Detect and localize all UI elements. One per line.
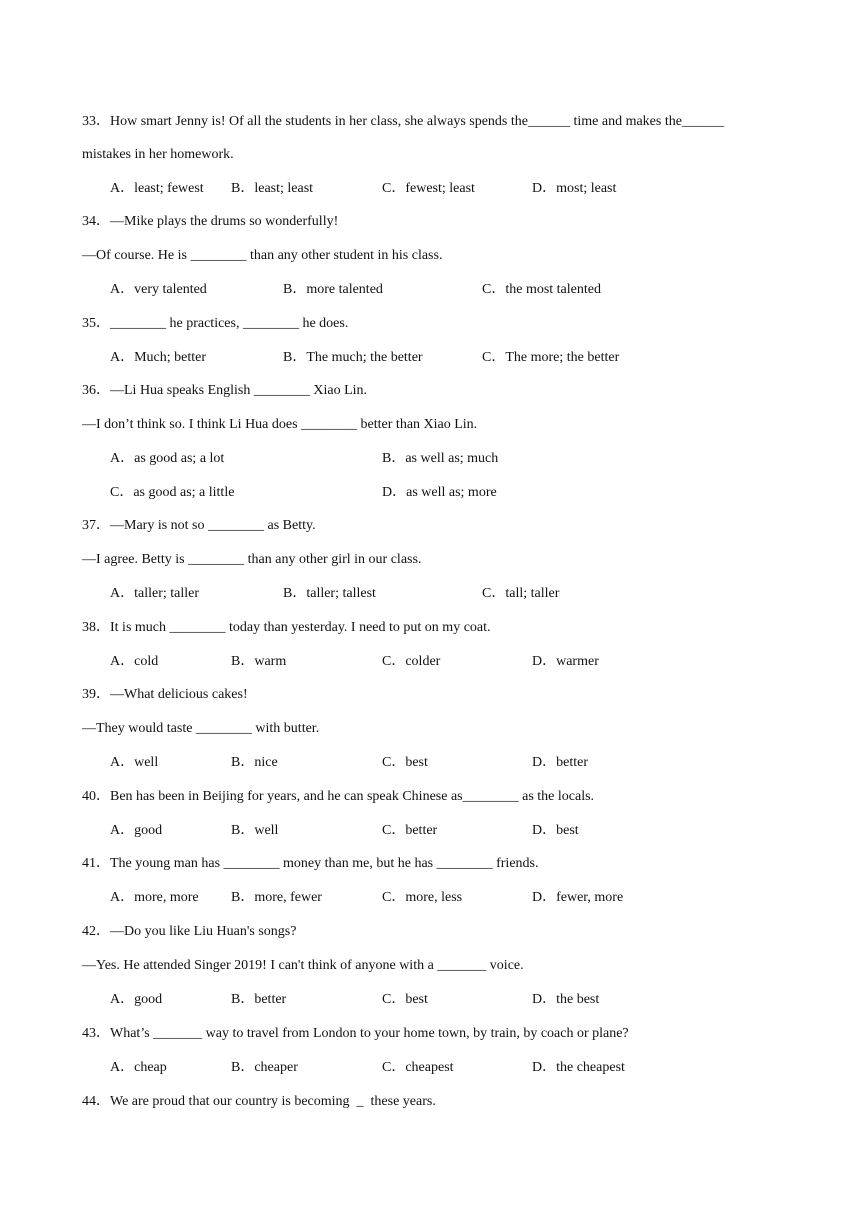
option-b[interactable]: B．taller; tallest	[283, 586, 376, 601]
option-b[interactable]: B．least; least	[231, 181, 314, 196]
option-d[interactable]: D．better	[532, 755, 588, 770]
question-text: —I don’t think so. I think Li Hua does ________ better than Xiao Lin.	[82, 417, 478, 432]
question-text: 34．—Mike plays the drums so wonderfully!	[82, 214, 339, 229]
question-text: 35．________ he practices, ________ he does.	[82, 316, 349, 331]
question-text: 43．What’s _______ way to travel from London to your home town, by train, by coach or plane?	[82, 1026, 629, 1041]
option-b[interactable]: B．nice	[231, 755, 278, 770]
question-text: —Of course. He is ________ than any other student in his class.	[82, 248, 443, 263]
option-c[interactable]: C．tall; taller	[482, 586, 560, 601]
option-b[interactable]: B．more talented	[283, 282, 383, 297]
question-text: —They would taste ________ with butter.	[82, 721, 320, 736]
question-text: 36．—Li Hua speaks English ________ Xiao Lin.	[82, 383, 368, 398]
option-c[interactable]: C．colder	[382, 654, 441, 669]
option-b[interactable]: B．better	[231, 992, 287, 1007]
option-a[interactable]: A．cold	[110, 654, 159, 669]
question-text: —I agree. Betty is ________ than any other girl in our class.	[82, 552, 422, 567]
option-a[interactable]: A．good	[110, 823, 163, 838]
option-b[interactable]: B．warm	[231, 654, 287, 669]
option-d[interactable]: D．most; least	[532, 181, 617, 196]
option-b[interactable]: B．cheaper	[231, 1060, 298, 1075]
option-c[interactable]: C．as good as; a little	[110, 485, 235, 500]
question-text: 42．—Do you like Liu Huan's songs?	[82, 924, 297, 939]
option-c[interactable]: C．better	[382, 823, 438, 838]
option-b[interactable]: B．well	[231, 823, 279, 838]
option-c[interactable]: C．more, less	[382, 890, 463, 905]
option-c[interactable]: C．fewest; least	[382, 181, 475, 196]
option-a[interactable]: A．least; fewest	[110, 181, 204, 196]
question-text: 40．Ben has been in Beijing for years, and he can speak Chinese as________ as the locals.	[82, 789, 595, 804]
option-a[interactable]: A．Much; better	[110, 350, 207, 365]
option-c[interactable]: C．the most talented	[482, 282, 601, 297]
option-b[interactable]: B．as well as; much	[382, 451, 499, 466]
option-c[interactable]: C．best	[382, 992, 428, 1007]
question-text: 44．We are proud that our country is becoming _ these years.	[82, 1094, 436, 1109]
question-text: mistakes in her homework.	[82, 147, 234, 162]
option-b[interactable]: B．more, fewer	[231, 890, 322, 905]
option-d[interactable]: D．the best	[532, 992, 600, 1007]
option-c[interactable]: C．The more; the better	[482, 350, 620, 365]
option-d[interactable]: D．warmer	[532, 654, 599, 669]
question-text: 41．The young man has ________ money than me, but he has ________ friends.	[82, 856, 539, 871]
option-c[interactable]: C．cheapest	[382, 1060, 454, 1075]
option-c[interactable]: C．best	[382, 755, 428, 770]
question-text: 39．—What delicious cakes!	[82, 687, 248, 702]
option-a[interactable]: A．taller; taller	[110, 586, 200, 601]
option-d[interactable]: D．fewer, more	[532, 890, 624, 905]
option-b[interactable]: B．The much; the better	[283, 350, 423, 365]
option-a[interactable]: A．well	[110, 755, 159, 770]
option-a[interactable]: A．cheap	[110, 1060, 167, 1075]
question-text: 33．How smart Jenny is! Of all the students in her class, she always spends the______ time and makes the______	[82, 114, 724, 129]
question-text: 37．—Mary is not so ________ as Betty.	[82, 518, 316, 533]
option-a[interactable]: A．very talented	[110, 282, 207, 297]
option-d[interactable]: D．as well as; more	[382, 485, 497, 500]
option-d[interactable]: D．best	[532, 823, 579, 838]
question-text: —Yes. He attended Singer 2019! I can't think of anyone with a _______ voice.	[82, 958, 524, 973]
option-d[interactable]: D．the cheapest	[532, 1060, 625, 1075]
option-a[interactable]: A．more, more	[110, 890, 199, 905]
option-a[interactable]: A．good	[110, 992, 163, 1007]
question-text: 38．It is much ________ today than yesterday. I need to put on my coat.	[82, 620, 491, 635]
option-a[interactable]: A．as good as; a lot	[110, 451, 225, 466]
